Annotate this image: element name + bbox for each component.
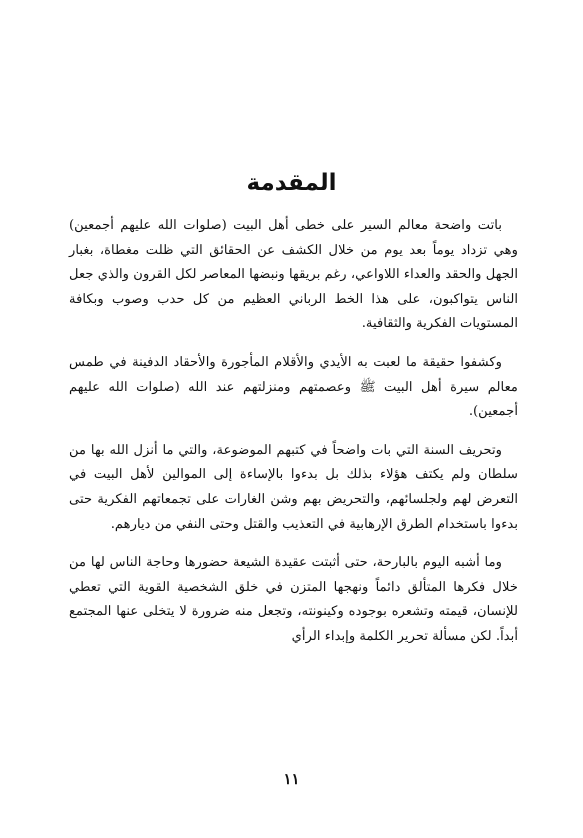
paragraph: وكشفوا حقيقة ما لعبت به الأيدي والأقلام المأجورة والأحقاد الدفينة في طمس معالم سيرة أهل البيت ﷺ وعصمتهم ومنزلتهم عند الله (صلوات الله عليهم أجمعين). bbox=[69, 354, 518, 420]
paragraph: وما أشبه اليوم بالبارحة، حتى أثبتت عقيدة الشيعة حضورها وحاجة الناس لها من خلال فكرها المتألق دائماً ونهجها المتزن في خلق الشخصية القوية التي تعطي للإنسان، قيمته وتشعره بوجوده وكينونته، وتجعل منه ضرورة لا يتخلى عنها المجتمع أبداً. لكن مسألة تحرير الكلمة وإبداء الرأي bbox=[69, 555, 518, 644]
paragraph: وتحريف السنة التي بات واضحاً في كتبهم الموضوعة، والتي ما أنزل الله بها من سلطان ولم يكتف هؤلاء بذلك بل بدءوا بالإساءة إلى الموالين لأهل البيت في التعرض لهم ولجلسائهم، والتحريض بهم وشن الغارات على تجمعاتهم الفكرية حتى بدءوا باستخدام الطرق الإرهابية في التعذيب والقتل وحتى النفي من ديارهم. bbox=[69, 442, 518, 532]
paragraph: باتت واضحة معالم السير على خطى أهل البيت (صلوات الله عليهم أجمعين) وهي تزداد يوماً بعد يوم من خلال الكشف عن الحقائق التي ظلت مغطاة، بغبار الجهل والحقد والعداء اللاواعي، رغم بريقها ونبضها المعاصر لكل القرون والذي جعل الناس يتواكبون، على هذا الخط الرباني العظيم من كل حدب وصوب وبكافة المستويات الفكرية والثقافية. bbox=[69, 218, 518, 332]
body-text bbox=[69, 214, 518, 664]
page-title: المقدمة bbox=[246, 170, 337, 196]
page-number: ١١ bbox=[283, 770, 300, 788]
